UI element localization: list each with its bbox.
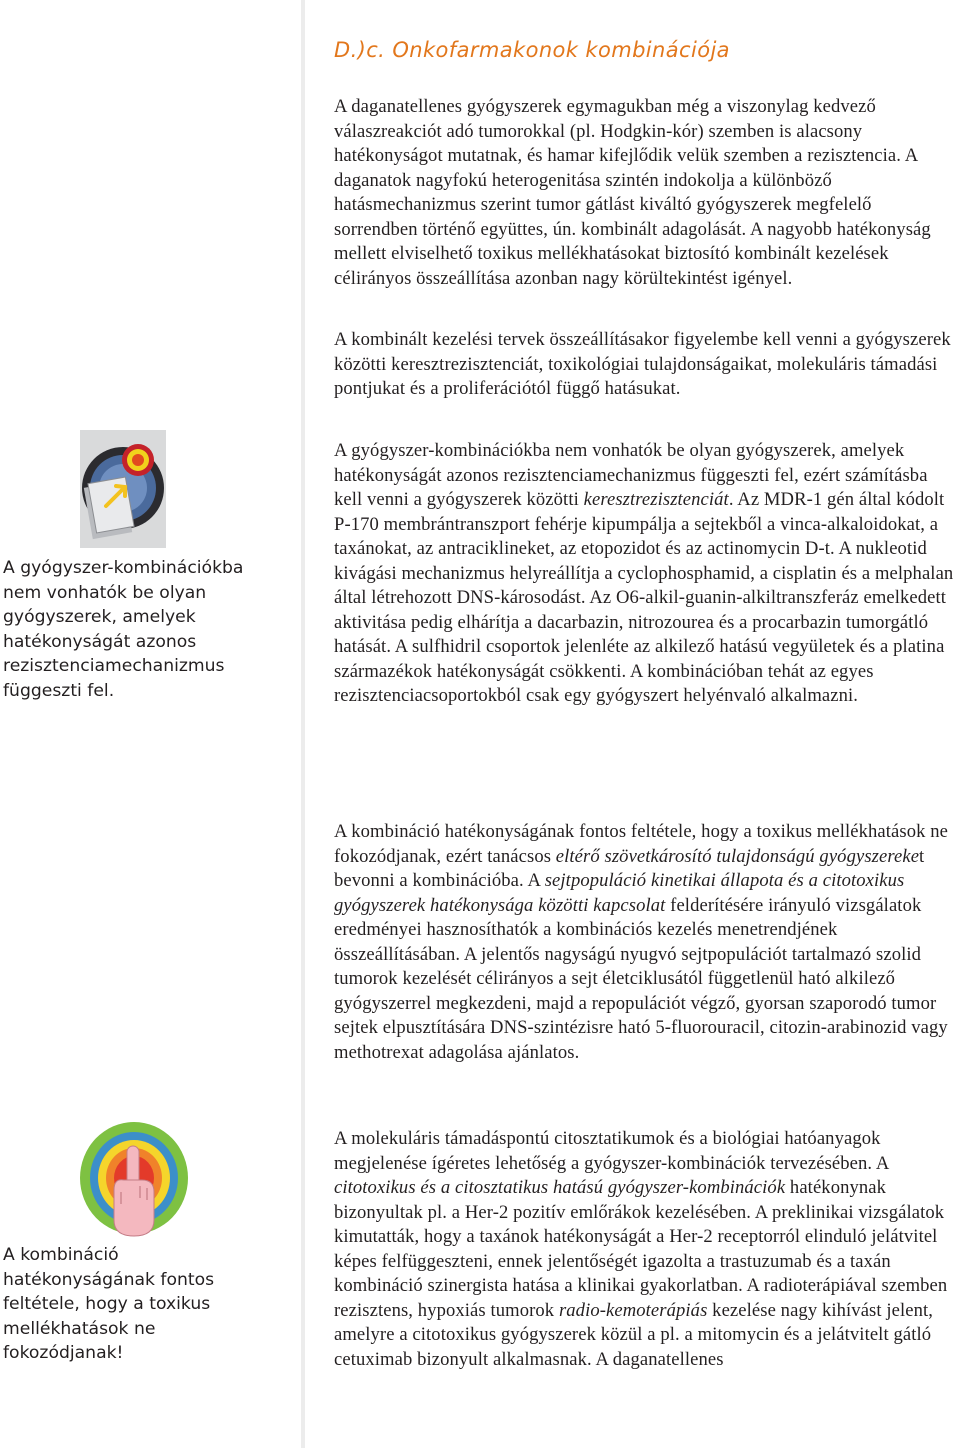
italic-run: eltérő szövetkárosító tulajdonságú gyógyszereke: [555, 845, 920, 867]
paragraph-resistance: [334, 439, 956, 709]
note-line: hatékonyságának fontos: [3, 1269, 215, 1290]
italic-run: radio-kemoterápiás: [558, 1299, 708, 1321]
note-line: A gyógyszer-kombinációkba: [3, 558, 244, 578]
paragraph-molecular: [334, 1127, 956, 1372]
target-with-document-icon: [80, 430, 166, 548]
italic-run: sejtpopuláció kinetikai állapota és a citotoxikus gyógyszerek hatékonysága közötti kapcsolat: [334, 870, 905, 916]
text-run: A gyógyszer-kombinációkba nem vonhatók be olyan gyógyszerek, amelyek hatékonyságát azonos rezisztenciamechanizmus függeszti fel, ezért számításba kell venni a gyógyszerek közötti: [334, 440, 928, 510]
text-run: felderítésére irányuló vizsgálatok eredményei hasznosíthatók a kombinációs kezelés menetrendjének összeállításában. A jelentős nagyságú nyugvó sejtpopulációt tartalmazó szolid tumorok kezelését célirányos a sejt életciklusától függetlenül ható alkilező gyógyszerrel megkezdeni, majd a repopulációt végző, gyorsan szaporodó tumor sejtek elpusztítására DNS-szintézisre ható 5-fluorouracil, citozin-arabinozid vagy methotrexat adagolása ajánlatos.: [334, 894, 948, 1063]
text-run: A molekuláris támadáspontú citosztatikumok és a biológiai hatóanyagok megjelenése ígéretes lehetőség a gyógyszer-kombinációk tervezésében. A: [334, 1128, 889, 1174]
text-run: A kombináció hatékonyságának fontos feltétele, hogy a toxikus mellékhatások ne fokozódjanak, ezért tanácsos: [334, 821, 949, 867]
note-mellekhatasok: [3, 1243, 299, 1366]
column-divider: [301, 0, 305, 1448]
note-line: függeszti fel.: [3, 680, 115, 701]
note-line: gyógyszerek, amelyek: [3, 607, 196, 627]
pointing-hand-icon: [78, 1120, 190, 1238]
note-line: rezisztenciamechanizmus: [3, 656, 225, 676]
text-run: kezelése nagy kihívást jelent, amelyre a citotoxikus gyógyszerek közül a pl. a mitomycin és a jelátvitelt gátló cetuximab bizonyult alkalmasnak. A daganatellenes: [334, 1299, 934, 1370]
note-keresztrezisztencia: [3, 556, 299, 703]
note-line: nem vonhatók be olyan: [3, 582, 207, 603]
text-run: hatékonynak bizonyultak pl. a Her-2 pozitív emlőrákok kezelésében. A preklinikai vizsgálatok kimutatták, hogy a taxánok hatékonyságát a Her-2 receptorról elinduló jelátvitel képes felfüggeszteni, ennek jelentőségét igazolta a trastuzumab és a taxán kombináció szinergista hatása a klinikai gyakorlatban. A radioterápiával szemben rezisztens, hypoxiás tumorok: [334, 1177, 948, 1321]
note-line: hatékonyságát azonos: [3, 631, 197, 652]
paragraph-toxicity: [334, 820, 956, 1065]
paragraph-planning: [334, 328, 956, 402]
note-line: A kombináció: [3, 1245, 119, 1265]
note-line: fokozódjanak!: [3, 1343, 124, 1363]
sidebar: [0, 0, 300, 1448]
text-run: A kombinált kezelési tervek összeállításakor figyelembe kell venni a gyógyszerek közötti keresztrezisztenciát, toxikológiai tulajdonságaikat, molekuláris támadási pontjukat és a proliferációtól függő hatásukat.: [334, 329, 951, 399]
text-run: t bevonni a kombinációba. A: [334, 845, 925, 891]
note-line: mellékhatások ne: [3, 1318, 156, 1339]
italic-run: citotoxikus és a citosztatikus hatású gyógyszer-kombinációk: [334, 1177, 786, 1198]
text-run: A daganatellenes gyógyszerek egymagukban még a viszonylag kedvező válaszreakciót adó tumorokkal (pl. Hodgkin-kór) szemben is alacsony hatékonyságot mutatnak, és hamar kifejlődik velük szemben a rezisztencia. A daganatok nagyfokú heterogenitása szintén indokolja a különböző hatásmechanizmus szerint tumor gátlást kiváltó gyógyszerek megfelelő sorrendben történő együttes, ún. kombinált adagolását. A nagyobb hatékonyság mellett elviselhető toxikus mellékhatásokat biztosító kombinált kezelések célirányos összeállítása azonban nagy körültekintést igényel.: [334, 96, 931, 289]
section-title: D.)c. Onkofarmakonok kombinációja: [334, 38, 730, 62]
note-line: feltétele, hogy a toxikus: [3, 1294, 211, 1314]
italic-run: keresztrezisztenciát: [583, 489, 729, 510]
text-run: . Az MDR-1 gén által kódolt P-170 membrántranszport fehérje kipumpálja a sejtekből a vinca-alkaloidokat, a taxánokat, az antraciklineket, az etopozidot és az actinomycin D-t. A nukleotid kivágási mechanizmus helyreállítja a cyclophosphamid, a cisplatin és a melphalan által létrehozott DNS-károsodást. Az O6-alkil-guanin-alkiltranszferáz emelkedett aktivitása pedig elhárítja a dacarbazin, nitrozourea és a procarbazin tumorgátló hatását. A sulfhidril csoportok jelenléte az alkilező hatású vegyületek és a platina származékok hatékonyságát csökkenti. A kombinációban tehát az egyes rezisztenciacsoportokból csak egy gyógyszert helyénvaló alkalmazni.: [334, 489, 954, 706]
paragraph-intro: [334, 95, 956, 291]
